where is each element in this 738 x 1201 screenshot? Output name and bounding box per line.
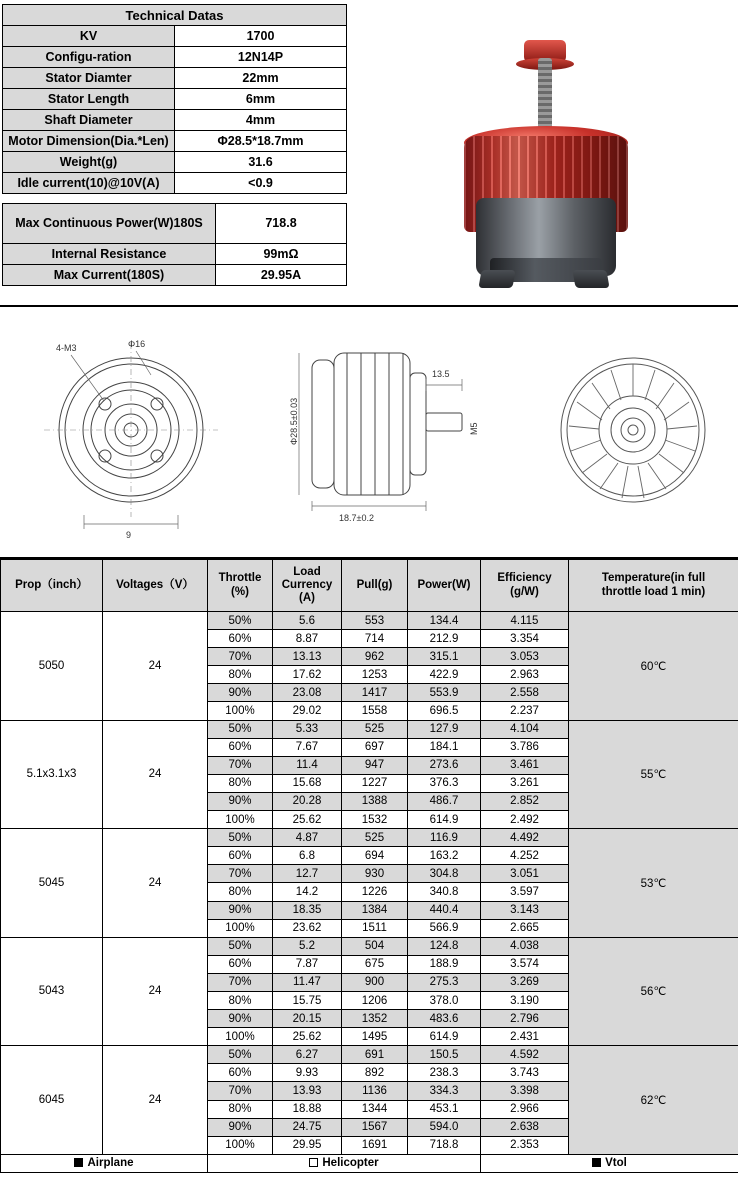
application-footer-row	[1, 1154, 738, 1172]
col-pull: Pull(g)	[342, 560, 408, 612]
spec-value: 12N14P	[175, 47, 347, 68]
cell-pull: 1384	[342, 901, 408, 919]
cell-pull: 525	[342, 829, 408, 847]
table-row	[1, 612, 738, 630]
cell-power: 124.8	[408, 937, 481, 955]
cell-prop: 5.1x3.1x3	[1, 720, 103, 829]
motor-mount-arm-left	[478, 270, 515, 288]
table-row	[3, 131, 347, 152]
cell-pull: 1352	[342, 1010, 408, 1028]
footer-airplane-label: Airplane	[87, 1157, 134, 1170]
cell-pull: 900	[342, 973, 408, 991]
cell-prop: 5043	[1, 937, 103, 1046]
cell-pull: 1226	[342, 883, 408, 901]
cell-current: 8.87	[273, 630, 342, 648]
cell-efficiency: 2.492	[481, 811, 569, 829]
cell-efficiency: 4.115	[481, 612, 569, 630]
cell-current: 20.15	[273, 1010, 342, 1028]
spec-value: 4mm	[175, 110, 347, 131]
cell-pull: 525	[342, 720, 408, 738]
cell-current: 14.2	[273, 883, 342, 901]
cell-pull: 1558	[342, 702, 408, 720]
table-row	[3, 173, 347, 194]
cell-power: 614.9	[408, 811, 481, 829]
side-thread-label: M5	[468, 421, 479, 435]
spec-label: Idle current(10)@10V(A)	[3, 173, 175, 194]
cell-current: 29.02	[273, 702, 342, 720]
col-load-current: Load Currency (A)	[273, 560, 342, 612]
cell-temperature: 55℃	[569, 720, 738, 829]
spec-column	[0, 0, 350, 286]
cell-efficiency: 2.852	[481, 792, 569, 810]
cell-current: 20.28	[273, 792, 342, 810]
drawing-rear-view	[543, 330, 723, 535]
cell-efficiency: 3.574	[481, 955, 569, 973]
table-row	[3, 5, 347, 26]
cell-efficiency: 3.269	[481, 973, 569, 991]
spec-label: KV	[3, 26, 175, 47]
checkbox-helicopter-icon[interactable]	[309, 1158, 318, 1167]
cell-throttle: 50%	[208, 829, 273, 847]
cell-throttle: 80%	[208, 1100, 273, 1118]
cell-power: 486.7	[408, 792, 481, 810]
cell-current: 13.93	[273, 1082, 342, 1100]
cell-power: 238.3	[408, 1064, 481, 1082]
cell-temperature: 60℃	[569, 612, 738, 721]
cell-power: 440.4	[408, 901, 481, 919]
side-shaft-dim: 13.5	[431, 368, 450, 379]
cell-prop: 5045	[1, 829, 103, 938]
cell-pull: 1388	[342, 792, 408, 810]
spec-value: 6mm	[175, 89, 347, 110]
table-row	[3, 265, 347, 286]
spec-value: 1700	[175, 26, 347, 47]
cell-efficiency: 3.398	[481, 1082, 569, 1100]
cell-pull: 714	[342, 630, 408, 648]
cell-throttle: 60%	[208, 738, 273, 756]
cell-power: 334.3	[408, 1082, 481, 1100]
cell-pull: 1417	[342, 684, 408, 702]
cell-power: 273.6	[408, 756, 481, 774]
spec-value: 31.6	[175, 152, 347, 173]
cell-efficiency: 2.431	[481, 1028, 569, 1046]
cell-power: 696.5	[408, 702, 481, 720]
cell-current: 15.68	[273, 774, 342, 792]
cell-efficiency: 4.104	[481, 720, 569, 738]
cell-voltage: 24	[103, 1046, 208, 1155]
cell-efficiency: 3.053	[481, 648, 569, 666]
cell-power: 453.1	[408, 1100, 481, 1118]
cell-current: 23.08	[273, 684, 342, 702]
spec-label: Configu-ration	[3, 47, 175, 68]
cell-current: 6.8	[273, 847, 342, 865]
cell-prop: 5050	[1, 612, 103, 721]
table-row	[1, 1046, 738, 1064]
table-row	[3, 68, 347, 89]
cell-pull: 1532	[342, 811, 408, 829]
cell-efficiency: 2.963	[481, 666, 569, 684]
cell-current: 29.95	[273, 1136, 342, 1154]
cell-power: 553.9	[408, 684, 481, 702]
col-power: Power(W)	[408, 560, 481, 612]
cell-current: 17.62	[273, 666, 342, 684]
cell-current: 4.87	[273, 829, 342, 847]
front-dia-note: Φ16	[127, 338, 145, 349]
cell-efficiency: 2.665	[481, 919, 569, 937]
cell-efficiency: 3.461	[481, 756, 569, 774]
spec-value: 718.8	[216, 204, 347, 244]
cell-throttle: 50%	[208, 612, 273, 630]
side-view-svg	[277, 315, 512, 545]
spec-value: 22mm	[175, 68, 347, 89]
cell-current: 5.2	[273, 937, 342, 955]
cell-efficiency: 3.143	[481, 901, 569, 919]
cell-efficiency: 3.743	[481, 1064, 569, 1082]
cell-efficiency: 2.638	[481, 1118, 569, 1136]
cell-pull: 892	[342, 1064, 408, 1082]
cell-temperature: 62℃	[569, 1046, 738, 1155]
cell-current: 11.4	[273, 756, 342, 774]
cell-pull: 691	[342, 1046, 408, 1064]
cell-power: 127.9	[408, 720, 481, 738]
cell-current: 12.7	[273, 865, 342, 883]
cell-power: 150.5	[408, 1046, 481, 1064]
cell-pull: 1495	[342, 1028, 408, 1046]
col-throttle: Throttle (%)	[208, 560, 273, 612]
cell-pull: 675	[342, 955, 408, 973]
cell-current: 23.62	[273, 919, 342, 937]
cell-pull: 947	[342, 756, 408, 774]
cell-efficiency: 4.592	[481, 1046, 569, 1064]
cell-efficiency: 2.237	[481, 702, 569, 720]
table-row	[3, 26, 347, 47]
cell-pull: 553	[342, 612, 408, 630]
top-section	[0, 0, 738, 305]
cell-throttle: 80%	[208, 774, 273, 792]
cell-throttle: 60%	[208, 955, 273, 973]
cell-current: 25.62	[273, 1028, 342, 1046]
cell-current: 9.93	[273, 1064, 342, 1082]
cell-throttle: 100%	[208, 1136, 273, 1154]
cell-throttle: 80%	[208, 991, 273, 1009]
cell-throttle: 70%	[208, 973, 273, 991]
table-row	[3, 89, 347, 110]
cell-throttle: 90%	[208, 1010, 273, 1028]
cell-current: 18.88	[273, 1100, 342, 1118]
cell-throttle: 90%	[208, 792, 273, 810]
front-view-svg	[16, 315, 246, 545]
side-diameter-dim: Φ28.5±0.03	[288, 397, 299, 445]
col-voltage: Voltages（V）	[103, 560, 208, 612]
technical-drawings	[0, 307, 738, 557]
cell-current: 25.62	[273, 811, 342, 829]
cell-power: 275.3	[408, 973, 481, 991]
cell-voltage: 24	[103, 720, 208, 829]
spec-value: Φ28.5*18.7mm	[175, 131, 347, 152]
performance-table-body	[1, 612, 738, 1173]
cell-pull: 694	[342, 847, 408, 865]
table-row	[3, 204, 347, 244]
checkbox-vtol-icon[interactable]	[592, 1158, 601, 1167]
cell-power: 378.0	[408, 991, 481, 1009]
cell-current: 5.33	[273, 720, 342, 738]
cell-pull: 930	[342, 865, 408, 883]
cell-power: 315.1	[408, 648, 481, 666]
table-row	[3, 244, 347, 265]
spec-label: Max Current(180S)	[3, 265, 216, 286]
cell-pull: 1136	[342, 1082, 408, 1100]
cell-throttle: 50%	[208, 720, 273, 738]
cell-throttle: 100%	[208, 811, 273, 829]
spec-label: Shaft Diameter	[3, 110, 175, 131]
cell-efficiency: 3.190	[481, 991, 569, 1009]
cell-throttle: 90%	[208, 901, 273, 919]
spec-value: <0.9	[175, 173, 347, 194]
table-row	[3, 47, 347, 68]
cell-throttle: 70%	[208, 648, 273, 666]
spec-value: 29.95A	[216, 265, 347, 286]
cell-throttle: 60%	[208, 847, 273, 865]
motor-illustration	[446, 18, 646, 288]
power-data-table	[2, 203, 347, 286]
front-bottom-dim: 9	[125, 529, 131, 540]
footer-vtol-label: Vtol	[605, 1157, 627, 1170]
cell-power: 116.9	[408, 829, 481, 847]
cell-pull: 1567	[342, 1118, 408, 1136]
cell-efficiency: 2.558	[481, 684, 569, 702]
cell-pull: 504	[342, 937, 408, 955]
cell-efficiency: 2.966	[481, 1100, 569, 1118]
drawing-front-view	[16, 315, 246, 550]
cell-efficiency: 3.786	[481, 738, 569, 756]
cell-throttle: 90%	[208, 684, 273, 702]
table-row	[3, 110, 347, 131]
cell-current: 18.35	[273, 901, 342, 919]
cell-throttle: 70%	[208, 756, 273, 774]
table-row	[1, 829, 738, 847]
spec-label: Max Continuous Power(W)180S	[3, 204, 216, 244]
cell-current: 24.75	[273, 1118, 342, 1136]
cell-current: 7.87	[273, 955, 342, 973]
motor-photo	[350, 0, 738, 305]
table-header-row	[1, 560, 738, 612]
cell-pull: 1511	[342, 919, 408, 937]
cell-throttle: 80%	[208, 666, 273, 684]
cell-throttle: 60%	[208, 630, 273, 648]
spec-label: Motor Dimension(Dia.*Len)	[3, 131, 175, 152]
spec-label: Stator Diamter	[3, 68, 175, 89]
cell-temperature: 53℃	[569, 829, 738, 938]
table-row	[1, 720, 738, 738]
table-row	[1, 937, 738, 955]
footer-helicopter-label: Helicopter	[322, 1157, 379, 1170]
cell-current: 5.6	[273, 612, 342, 630]
footer-vtol[interactable]	[481, 1154, 738, 1172]
cell-power: 134.4	[408, 612, 481, 630]
motor-mount-arm-right	[572, 270, 609, 288]
cell-efficiency: 2.796	[481, 1010, 569, 1028]
cell-throttle: 70%	[208, 1082, 273, 1100]
cell-power: 212.9	[408, 630, 481, 648]
cell-pull: 1253	[342, 666, 408, 684]
cell-throttle: 50%	[208, 1046, 273, 1064]
cell-current: 7.67	[273, 738, 342, 756]
col-prop: Prop（inch）	[1, 560, 103, 612]
cell-temperature: 56℃	[569, 937, 738, 1046]
spec-gap	[2, 194, 350, 203]
performance-table	[0, 559, 738, 1173]
cell-voltage: 24	[103, 829, 208, 938]
cell-efficiency: 4.252	[481, 847, 569, 865]
cell-power: 376.3	[408, 774, 481, 792]
cell-power: 304.8	[408, 865, 481, 883]
cell-current: 15.75	[273, 991, 342, 1009]
cell-power: 594.0	[408, 1118, 481, 1136]
spec-title: Technical Datas	[3, 5, 347, 26]
cell-efficiency: 4.038	[481, 937, 569, 955]
cell-efficiency: 3.261	[481, 774, 569, 792]
cell-throttle: 90%	[208, 1118, 273, 1136]
cell-throttle: 60%	[208, 1064, 273, 1082]
cell-efficiency: 2.353	[481, 1136, 569, 1154]
cell-throttle: 50%	[208, 937, 273, 955]
cell-efficiency: 4.492	[481, 829, 569, 847]
cell-voltage: 24	[103, 612, 208, 721]
checkbox-airplane-icon[interactable]	[74, 1158, 83, 1167]
cell-power: 340.8	[408, 883, 481, 901]
cell-throttle: 80%	[208, 883, 273, 901]
cell-throttle: 70%	[208, 865, 273, 883]
drawing-side-view	[277, 315, 512, 550]
cell-pull: 1206	[342, 991, 408, 1009]
front-hole-note: 4-M3	[55, 342, 77, 353]
cell-voltage: 24	[103, 937, 208, 1046]
col-temperature: Temperature(in full throttle load 1 min)	[569, 560, 738, 612]
rear-view-svg	[543, 330, 723, 530]
cell-efficiency: 3.597	[481, 883, 569, 901]
cell-throttle: 100%	[208, 1028, 273, 1046]
cell-throttle: 100%	[208, 919, 273, 937]
cell-power: 483.6	[408, 1010, 481, 1028]
cell-pull: 1344	[342, 1100, 408, 1118]
cell-power: 188.9	[408, 955, 481, 973]
col-efficiency: Efficiency (g/W)	[481, 560, 569, 612]
cell-power: 614.9	[408, 1028, 481, 1046]
cell-efficiency: 3.051	[481, 865, 569, 883]
cell-current: 13.13	[273, 648, 342, 666]
cell-prop: 6045	[1, 1046, 103, 1155]
cell-power: 184.1	[408, 738, 481, 756]
spec-value: 99mΩ	[216, 244, 347, 265]
spec-label: Stator Length	[3, 89, 175, 110]
spec-label: Internal Resistance	[3, 244, 216, 265]
cell-power: 566.9	[408, 919, 481, 937]
cell-throttle: 100%	[208, 702, 273, 720]
cell-pull: 697	[342, 738, 408, 756]
footer-airplane[interactable]	[1, 1154, 208, 1172]
cell-pull: 1227	[342, 774, 408, 792]
cell-power: 422.9	[408, 666, 481, 684]
cell-power: 718.8	[408, 1136, 481, 1154]
technical-data-table	[2, 4, 347, 194]
cell-power: 163.2	[408, 847, 481, 865]
footer-helicopter[interactable]	[208, 1154, 481, 1172]
side-length-dim: 18.7±0.2	[338, 512, 374, 523]
cell-current: 6.27	[273, 1046, 342, 1064]
table-row	[3, 152, 347, 173]
cell-current: 11.47	[273, 973, 342, 991]
cell-efficiency: 3.354	[481, 630, 569, 648]
cell-pull: 1691	[342, 1136, 408, 1154]
spec-label: Weight(g)	[3, 152, 175, 173]
cell-pull: 962	[342, 648, 408, 666]
